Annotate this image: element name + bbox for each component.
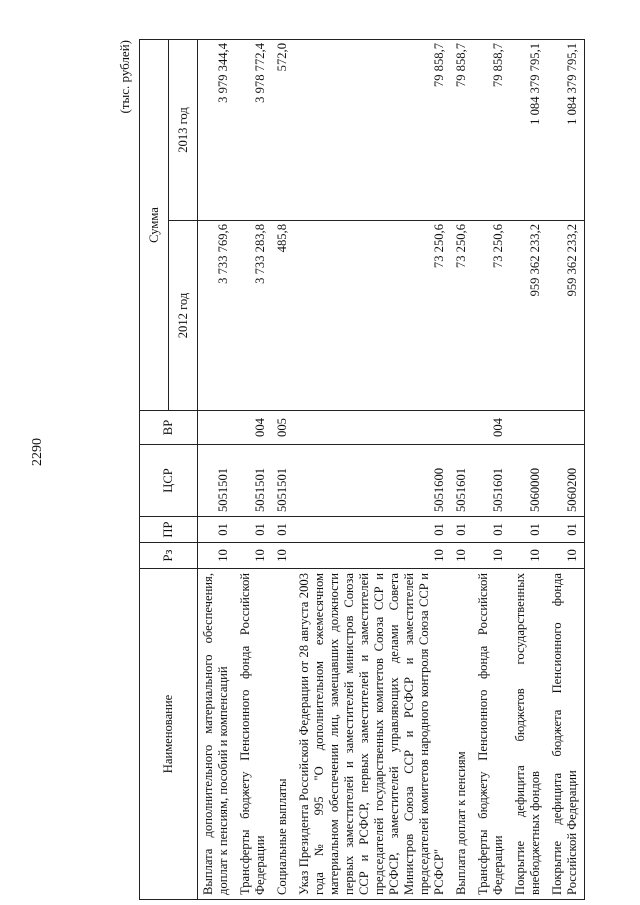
cell-y2012: 959 362 233,2	[510, 221, 547, 411]
cell-name: Трансферты бюджету Пенсионного фонда Российской Федерации	[473, 569, 510, 900]
cell-rz: 10	[473, 543, 510, 569]
cell-rz: 10	[510, 543, 547, 569]
cell-name: Покрытие дефицита бюджета Пенсионного фонда Российской Федерации	[547, 569, 585, 900]
cell-vr	[451, 411, 473, 445]
cell-csr: 5051600	[294, 445, 451, 517]
cell-vr	[294, 411, 451, 445]
cell-pr: 01	[451, 517, 473, 543]
cell-vr: 005	[272, 411, 294, 445]
cell-vr	[198, 411, 236, 445]
cell-csr: 5051601	[451, 445, 473, 517]
cell-rz: 10	[451, 543, 473, 569]
cell-csr: 5051601	[473, 445, 510, 517]
cell-y2013: 79 858,7	[473, 39, 510, 220]
cell-pr: 01	[294, 517, 451, 543]
cell-y2012: 73 250,6	[473, 221, 510, 411]
budget-table	[139, 39, 585, 900]
cell-name: Выплата доплат к пенсиям	[451, 569, 473, 900]
cell-y2012: 485,8	[272, 221, 294, 411]
header-name: Наименование	[140, 569, 198, 900]
cell-y2012: 3 733 769,6	[198, 221, 236, 411]
cell-csr: 5051501	[235, 445, 272, 517]
table-row	[235, 39, 272, 899]
cell-vr	[547, 411, 585, 445]
header-csr: ЦСР	[140, 445, 198, 517]
cell-csr: 5051501	[272, 445, 294, 517]
units-label: (тыс. рублей)	[117, 40, 132, 114]
cell-y2012: 73 250,6	[294, 221, 451, 411]
table-row	[510, 39, 547, 899]
cell-name: Указ Президента Российской Федерации от 28 августа 2003 года № 995 "О дополнительном ежемесячном материальном обеспечении лиц, замещавших должности первых заместителей и заместителей министров Союза ССР и РСФСР, первых заместителей и заместителей председателей государственных комитетов Союза ССР и РСФСР, заместителей управляющих делами Совета Министров Союза ССР и РСФСР и заместителей председателей комитетов народного контроля Союза ССР и РСФСР"	[294, 569, 451, 900]
table-row	[198, 39, 236, 899]
cell-y2013: 1 084 379 795,1	[547, 39, 585, 220]
cell-y2012: 3 733 283,8	[235, 221, 272, 411]
table-row	[294, 39, 451, 899]
cell-name: Покрытие дефицита бюджетов государственных внебюджетных фондов	[510, 569, 547, 900]
page-number: 2290	[30, 438, 45, 466]
cell-name: Выплата дополнительного материального обеспечения, доплат к пенсиям, пособий и компенсаций	[198, 569, 236, 900]
cell-y2013: 1 084 379 795,1	[510, 39, 547, 220]
rotated-page-content	[117, 40, 587, 900]
cell-rz: 10	[198, 543, 236, 569]
cell-pr: 01	[510, 517, 547, 543]
cell-csr: 5060200	[547, 445, 585, 517]
cell-vr: 004	[235, 411, 272, 445]
cell-rz: 10	[235, 543, 272, 569]
cell-rz: 10	[294, 543, 451, 569]
cell-pr: 01	[547, 517, 585, 543]
cell-y2012: 959 362 233,2	[547, 221, 585, 411]
cell-y2012: 73 250,6	[451, 221, 473, 411]
cell-y2013: 3 979 344,4	[198, 39, 236, 220]
header-pr: ПР	[140, 517, 198, 543]
header-2012: 2012 год	[169, 221, 198, 411]
cell-y2013: 3 978 772,4	[235, 39, 272, 220]
cell-rz: 10	[547, 543, 585, 569]
cell-y2013: 572,0	[272, 39, 294, 220]
table-header-row	[140, 39, 169, 899]
header-sum: Сумма	[140, 39, 169, 410]
table-body	[198, 39, 585, 899]
cell-pr: 01	[272, 517, 294, 543]
cell-pr: 01	[473, 517, 510, 543]
cell-csr: 5051501	[198, 445, 236, 517]
table-row	[451, 39, 473, 899]
table-row	[272, 39, 294, 899]
cell-name: Трансферты бюджету Пенсионного фонда Российской Федерации	[235, 569, 272, 900]
cell-rz: 10	[272, 543, 294, 569]
cell-y2013: 79 858,7	[294, 39, 451, 220]
cell-vr	[510, 411, 547, 445]
table-row	[547, 39, 585, 899]
cell-name: Социальные выплаты	[272, 569, 294, 900]
cell-pr: 01	[198, 517, 236, 543]
cell-vr: 004	[473, 411, 510, 445]
header-rz: Рз	[140, 543, 198, 569]
header-vr: ВР	[140, 411, 198, 445]
cell-pr: 01	[235, 517, 272, 543]
cell-y2013: 79 858,7	[451, 39, 473, 220]
cell-csr: 5060000	[510, 445, 547, 517]
header-2013: 2013 год	[169, 39, 198, 220]
table-row	[473, 39, 510, 899]
